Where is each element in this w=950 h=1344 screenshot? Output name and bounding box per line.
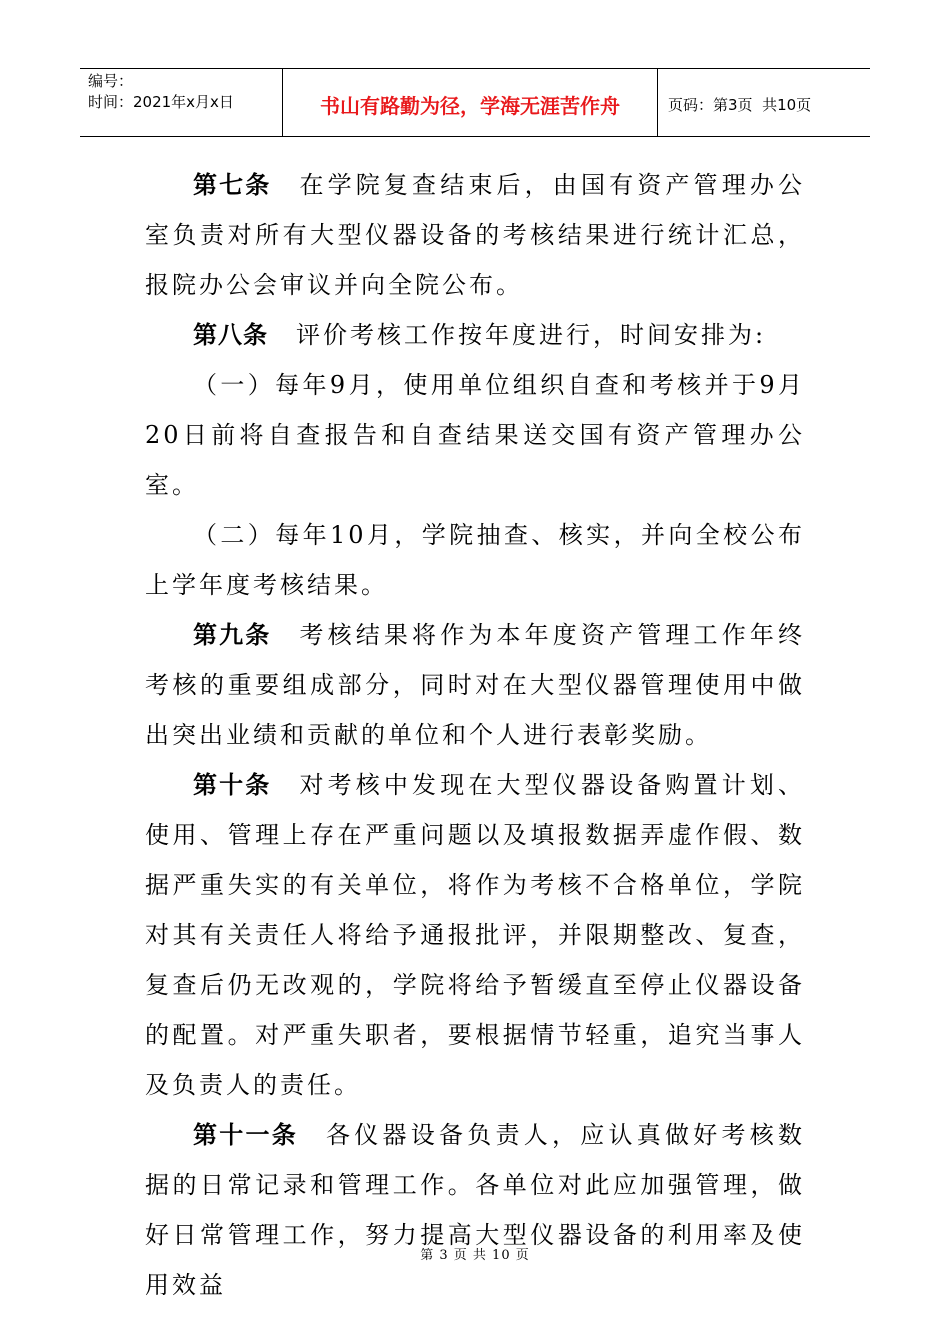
- document-number-label: 编号：: [88, 72, 134, 90]
- article-heading: 第十条: [193, 771, 272, 799]
- article-paragraph: [145, 310, 805, 360]
- article-text: 在学院复查结束后，由国有资产管理办公室负责对所有大型仪器设备的考核结果进行统计汇总，报院办公会审议并向全院公布。: [145, 171, 806, 299]
- article-paragraph: [145, 760, 805, 1110]
- article-heading: 第九条: [193, 621, 272, 649]
- article-paragraph: [145, 1110, 805, 1310]
- article-text: 评价考核工作按年度进行，时间安排为:: [296, 321, 767, 349]
- article-heading: 第十一条: [193, 1121, 298, 1149]
- article-heading: 第八条: [193, 321, 268, 349]
- article-text: 对考核中发现在大型仪器设备购置计划、使用、管理上存在严重问题以及填报数据弄虚作假、数据严重失实的有关单位，将作为考核不合格单位，学院对其有关责任人将给予通报批评，并限期整改、复查，复查后仍无改观的，学院将给予暂缓直至停止仪器设备的配置。对严重失职者，要根据情节轻重，追究当事人及负责人的责任。: [145, 771, 806, 1099]
- header-page-info: 页码：第3页 共10页: [668, 96, 812, 114]
- article-clause: [145, 360, 805, 510]
- article-clause: [145, 510, 805, 610]
- document-body: [145, 160, 805, 1310]
- article-paragraph: [145, 160, 805, 310]
- header-page-cell: [658, 69, 870, 136]
- header-motto: 书山有路勤为径，学海无涯苦作舟: [320, 94, 620, 118]
- article-heading: 第七条: [193, 171, 272, 199]
- page-header: [80, 68, 870, 137]
- article-text: 考核结果将作为本年度资产管理工作年终考核的重要组成部分，同时对在大型仪器管理使用中做出突出业绩和贡献的单位和个人进行表彰奖励。: [145, 621, 806, 749]
- header-motto-cell: [283, 69, 658, 136]
- clause-text: （二）每年10月，学院抽查、核实，并向全校公布上学年度考核结果。: [145, 521, 805, 599]
- article-paragraph: [145, 610, 805, 760]
- page-footer: [0, 1244, 950, 1263]
- clause-text: （一）每年9月，使用单位组织自查和考核并于9月20日前将自查报告和自查结果送交国有资产管理办公室。: [145, 371, 805, 499]
- header-meta-cell: [80, 69, 283, 136]
- footer-page-number: 第 3 页 共 10 页: [420, 1248, 530, 1263]
- article-text: 各仪器设备负责人，应认真做好考核数据的日常记录和管理工作。各单位对此应加强管理，做好日常管理工作，努力提高大型仪器设备的利用率及使用效益: [145, 1121, 805, 1299]
- document-time-label: 时间：2021年x月x日: [88, 93, 234, 111]
